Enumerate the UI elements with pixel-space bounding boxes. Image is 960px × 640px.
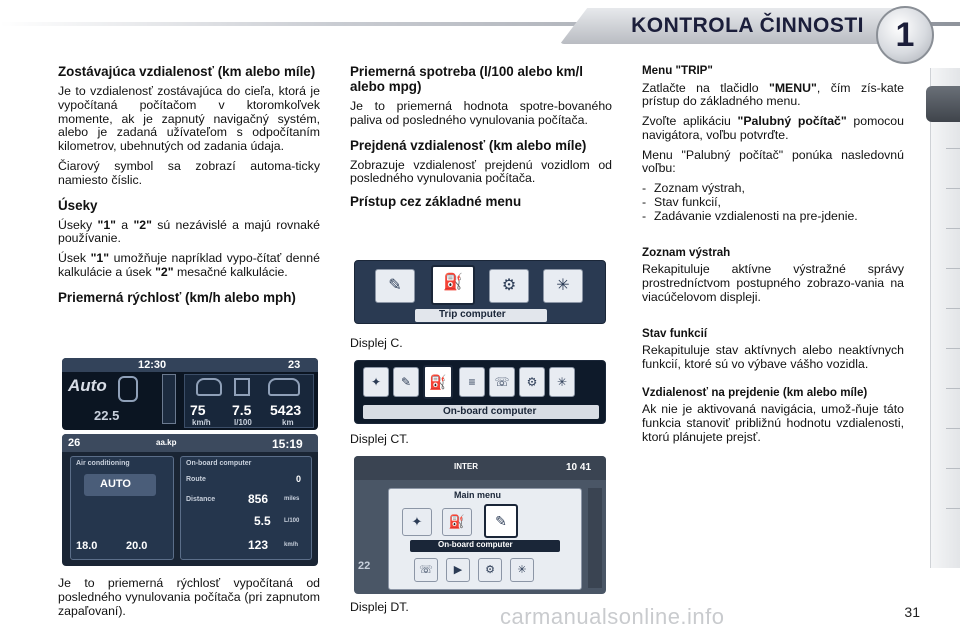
display-dt-screenshot (354, 456, 606, 594)
row-unit: miles (284, 496, 300, 502)
car-icon (268, 378, 300, 396)
text: Úsek (58, 251, 91, 266)
column-left-footer (58, 577, 320, 624)
navigation-icon: ✦ (402, 508, 432, 536)
display-clock: 15:19 (272, 437, 303, 451)
active-chapter-tab (926, 86, 960, 122)
phone-icon: ☏ (489, 367, 515, 397)
climate-icon: ✳ (510, 558, 534, 582)
trip-unit-3: km (282, 418, 294, 427)
climate-icon: ✳ (549, 367, 575, 397)
ac-mode: AUTO (100, 478, 131, 490)
text: mesačné kalkulácie. (173, 264, 288, 279)
climate-icon: ✳ (543, 269, 583, 303)
display-c-screenshot (354, 260, 606, 324)
keyword: "1" (90, 251, 110, 266)
ac-temp-right: 20.0 (126, 540, 148, 552)
text: umožňuje napríklad vypo-čítať denné kalkulácie a úsek (58, 251, 320, 279)
side-strip (588, 488, 602, 588)
side-tick (946, 388, 960, 389)
gauge-icon (162, 374, 176, 424)
paragraph: Je to vzdialenosť zostávajúca do cieľa, ktorá je vypočítaná počítačom v ktoromkoľvek momente, ak je zapnutý navigačný systém, alebo je zadaná užívateľom s odpočítaním kilometrov, ubehnutých od zadania údaja. (58, 84, 320, 154)
keyword: "MENU" (768, 80, 817, 95)
page-title: KONTROLA ČINNOSTI (631, 14, 864, 37)
ac-temp-left: 18.0 (76, 540, 98, 552)
display-label: On-board computer (443, 406, 537, 417)
caption-display-ct: Displej CT. (350, 432, 409, 446)
side-tick (946, 308, 960, 309)
vehicle-config-icon: ⚙ (519, 367, 545, 397)
trip-value-3: 5423 (270, 402, 302, 418)
text: pomocou navigátora, voľbu potvrďte. (642, 114, 904, 142)
display-mono-screenshot (62, 358, 318, 430)
row-value: 123 (248, 538, 269, 552)
page-number: 31 (904, 604, 920, 620)
vehicle-config-icon: ⚙ (489, 269, 529, 303)
column-left (58, 64, 320, 311)
row-unit: L/100 (284, 518, 300, 524)
display-ct-screenshot (354, 360, 606, 424)
list-item: - Zadávanie vzdialenosti na pre-jdenie. (642, 210, 904, 224)
section-title-alert-log: Zoznam výstrah (642, 245, 731, 259)
side-tick (946, 508, 960, 509)
section-title-remaining-distance: Zostávajúca vzdialenosť (km alebo míle) (58, 64, 316, 79)
paragraph (642, 82, 904, 110)
display-top-label: INTER (454, 462, 478, 471)
keyword: "2" (133, 217, 152, 232)
paragraph: Menu "Palubný počítač" ponúka nasledovnú voľbu: (642, 147, 904, 176)
side-tick (946, 148, 960, 149)
display-auto: Auto (68, 376, 107, 395)
text: Úseky (58, 217, 98, 232)
caption-display-dt: Displej DT. (350, 600, 409, 614)
phone-icon: ☏ (414, 558, 438, 582)
trip-value-2: 7.5 (232, 402, 252, 418)
paragraph: Zobrazuje vzdialenosť prejdenú vozidlom od posledného vynulovania počítača. (350, 157, 612, 186)
row-value: 0 (296, 474, 302, 484)
display-top-bar (62, 358, 318, 372)
text: Zatlačte na tlačidlo (642, 80, 769, 95)
display-color-screenshot (62, 434, 318, 566)
paragraph: Rekapituluje aktívne výstražné správy prostredníctvom postupného zobrazo-vania na viacúčelovom displeji. (642, 262, 904, 304)
caption-display-c: Displej C. (350, 336, 403, 350)
paragraph: Čiarový symbol sa zobrazí automa-ticky namiesto číslic. (58, 158, 320, 187)
trip-unit-2: l/100 (234, 418, 252, 427)
paragraph: Ak nie je aktivovaná navigácia, umož-ňuje táto funkcia stanoviť približnú hodnotu vzdialenosti, ktorú plánujete prejsť. (642, 402, 904, 444)
trip-computer-icon: ⛽ (431, 265, 475, 305)
fuel-icon (234, 378, 250, 396)
display-station: aa.kp (156, 438, 177, 447)
section-title-trips: Úseky (58, 197, 98, 213)
list-item: - Stav funkcií, (642, 196, 904, 210)
row-value: 856 (248, 492, 269, 506)
car-icon (196, 378, 222, 396)
row-label: Distance (186, 496, 216, 503)
video-icon: ▶ (446, 558, 470, 582)
display-odo: 22.5 (94, 408, 120, 423)
side-tick (946, 428, 960, 429)
paragraph (58, 219, 320, 247)
display-temp: 26 (68, 437, 81, 449)
display-clock: 12:30 (138, 359, 167, 371)
vehicle-config-icon: ⚙ (478, 558, 502, 582)
section-title-distance-travelled: Prejdená vzdialenosť (km alebo míle) (350, 137, 587, 153)
section-title-menu-access: Prístup cez základné menu (350, 194, 522, 210)
trip-computer-icon: ⛽ (423, 365, 453, 399)
menu-title: Main menu (454, 490, 502, 500)
side-tick (946, 468, 960, 469)
chapter-badge: 1 (876, 6, 934, 64)
display-clock: 10 41 (566, 462, 592, 473)
text: sú nezávislé a majú rovnaké používanie. (58, 217, 320, 246)
keyword: "Palubný počítač" (737, 114, 847, 129)
section-title-average-consumption: Priemerná spotreba (l/100 alebo km/l alebo mpg) (350, 64, 583, 94)
display-temp: 23 (288, 359, 301, 371)
display-side-num: 22 (358, 560, 371, 572)
paragraph: Rekapituluje stav aktívnych alebo neaktívnych funkcií, ktoré sú vo výbave vášho vozidla. (642, 343, 904, 371)
text: Zvoľte aplikáciu (642, 114, 738, 129)
paragraph (642, 115, 904, 143)
text: , čím zís-kate prístup do základného menu. (642, 80, 904, 109)
trip-unit-1: km/h (192, 418, 211, 427)
selected-menu-icon: ✎ (484, 504, 518, 538)
row-label: Route (186, 476, 206, 483)
side-tick (946, 228, 960, 229)
list-item: - Zoznam výstrah, (642, 182, 904, 196)
seat-icon (118, 376, 138, 402)
keyword: "2" (155, 264, 174, 279)
display-label: On-board computer (438, 540, 513, 549)
side-tick (946, 188, 960, 189)
settings-menu-icon: ✎ (375, 269, 415, 303)
computer-title: On-board computer (186, 460, 252, 467)
trip-value-1: 75 (190, 402, 206, 418)
side-tick (946, 268, 960, 269)
section-title-average-speed: Priemerná rýchlosť (km/h alebo mph) (58, 289, 296, 305)
text: a (115, 217, 134, 232)
column-right (642, 64, 904, 451)
watermark: carmanualsonline.info (500, 604, 725, 629)
section-title-status-of-functions: Stav funkcií (642, 326, 708, 340)
chapter-side-tabs (930, 68, 960, 568)
navigation-icon: ✦ (363, 367, 389, 397)
trip-computer-icon: ⛽ (442, 508, 472, 536)
section-title-trip-menu: Menu "TRIP" (642, 64, 713, 77)
paragraph: Je to priemerná hodnota spotre-bovaného paliva od posledného vynulovania počítača. (350, 99, 612, 127)
column-middle (350, 64, 612, 215)
paragraph (58, 252, 320, 280)
paragraph: Je to priemerná rýchlosť vypočítaná od posledného vynulovania počítača (pri zapnutom zapaľovaní). (58, 576, 320, 618)
radio-icon: ≡ (459, 367, 485, 397)
section-title-distance-to-destination: Vzdialenosť na prejdenie (km alebo míle) (642, 385, 868, 399)
row-value: 5.5 (254, 514, 271, 528)
options-list (642, 182, 904, 223)
ac-title: Air conditioning (76, 460, 130, 467)
row-unit: km/h (284, 542, 299, 548)
display-label: Trip computer (439, 309, 506, 320)
settings-menu-icon: ✎ (393, 367, 419, 397)
side-tick (946, 348, 960, 349)
keyword: "1" (97, 217, 116, 232)
